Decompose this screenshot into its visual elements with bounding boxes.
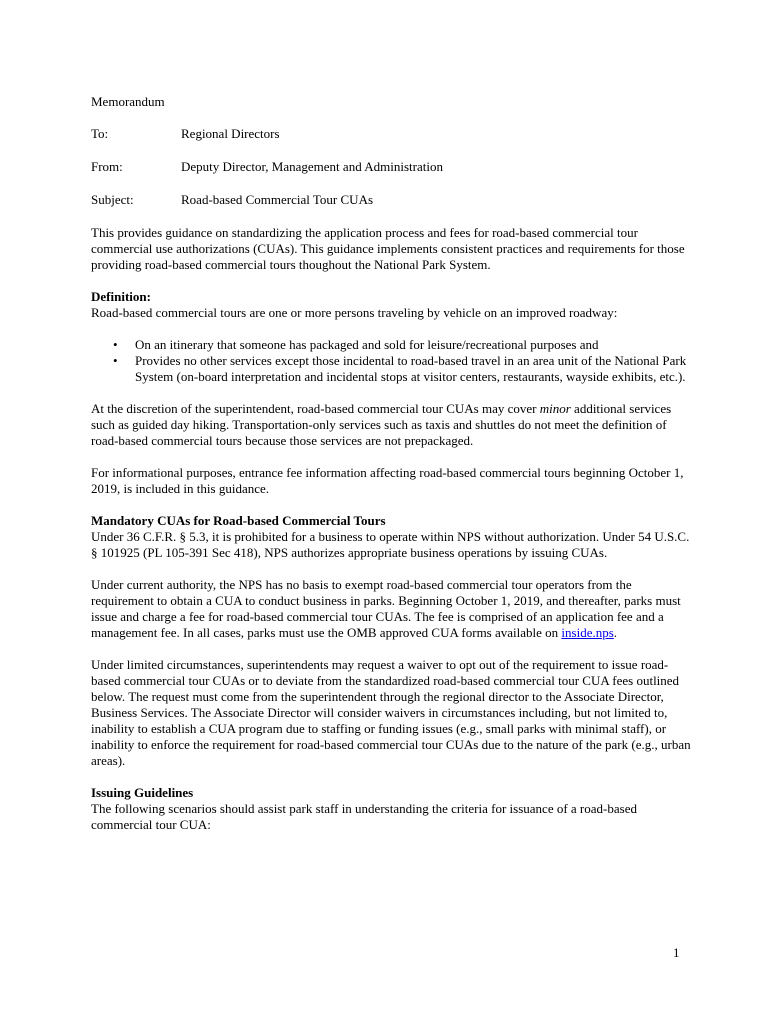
header-from-label: From:: [91, 159, 123, 174]
definition-section: [91, 289, 691, 385]
header-from-value: Deputy Director, Management and Administration: [181, 159, 443, 174]
definition-bullet-text: On an itinerary that someone has packaged and sold for leisure/recreational purposes and: [135, 337, 599, 352]
mandatory-section: [91, 513, 691, 561]
header-to-row: [91, 126, 691, 142]
header-subject-value: Road-based Commercial Tour CUAs: [181, 192, 374, 207]
current-authority-text: Under current authority, the NPS has no basis to exempt road-based commercial tour operators from the requirement to obtain a CUA to conduct business in parks. Beginning October 1, 2019, and thereafter, parks must issue and charge a fee for road-based commercial tour CUAs. The fee is comprised of an application fee and a management fee. In all cases, parks must use the OMB approved CUA forms available on: [91, 577, 681, 640]
memo-header: [91, 126, 691, 208]
inside-nps-link[interactable]: inside.nps: [561, 625, 614, 640]
waiver-paragraph: Under limited circumstances, superintendents may request a waiver to opt out of the requirement to issue road-based commercial tour CUAs or to deviate from the standardized road-based commercial tour CUA fees outlined below. The request must come from the superintendent through the regional director to the Associate Director, Business Services. The Associate Director will consider waivers in circumstances including, but not limited to, inability to establish a CUA program due to staffing or funding issues (e.g., small parks with minimal staff), or inability to enforce the requirement for road-based commercial tour CUAs due to the nature of the park (e.g., urban areas).: [91, 657, 691, 768]
definition-bullet-item: [113, 353, 691, 385]
discretion-paragraph: [91, 401, 691, 449]
issuing-section: [91, 785, 691, 833]
intro-paragraph: This provides guidance on standardizing the application process and fees for road-based commercial tour commercial use authorizations (CUAs). This guidance implements consistent practices and requirements for those providing road-based commercial tours thoughout the National Park System.: [91, 225, 685, 272]
current-authority-end: .: [613, 625, 618, 640]
informational-paragraph: For informational purposes, entrance fee information affecting road-based commercial tours beginning October 1, 2019, is included in this guidance.: [91, 465, 684, 496]
header-from-row: [91, 159, 691, 175]
definition-bullet-list: [91, 337, 691, 385]
discretion-text-before: At the discretion of the superintendent, road-based commercial tour CUAs may cover: [91, 401, 540, 416]
header-to-value: Regional Directors: [181, 126, 280, 141]
mandatory-text: Under 36 C.F.R. § 5.3, it is prohibited for a business to operate within NPS without authorization. Under 54 U.S.C. § 101925 (PL 105-391 Sec 418), NPS authorizes appropriate business operations by issuing CUAs.: [91, 529, 690, 560]
header-subject-row: [91, 192, 691, 208]
bullet-icon: •: [113, 353, 118, 368]
bullet-icon: •: [113, 337, 118, 352]
page-number: 1: [673, 945, 680, 960]
current-authority-paragraph: [91, 577, 691, 641]
definition-heading: Definition:: [91, 289, 151, 304]
header-to-label: To:: [91, 126, 109, 141]
definition-bullet-item: [113, 337, 691, 353]
header-subject-label: Subject:: [91, 192, 134, 207]
definition-bullet-text: Provides no other services except those incidental to road-based travel in an area unit of the National Park System (on-board interpretation and incidental stops at visitor centers, restaurants, wayside exhibits, etc.).: [135, 353, 687, 384]
issuing-text: The following scenarios should assist park staff in understanding the criteria for issuance of a road-based commercial tour CUA:: [91, 801, 637, 832]
memo-title: Memorandum: [91, 94, 165, 109]
issuing-heading: Issuing Guidelines: [91, 785, 194, 800]
discretion-emphasis: minor: [539, 401, 571, 416]
discretion-text-after: additional services such as guided day hiking. Transportation-only services such as taxis and shuttles do not meet the definition of road-based commercial tours because those services are not prepackaged.: [91, 401, 672, 448]
memo-page: [91, 94, 691, 833]
definition-text: Road-based commercial tours are one or more persons traveling by vehicle on an improved roadway:: [91, 305, 618, 320]
mandatory-heading: Mandatory CUAs for Road-based Commercial Tours: [91, 513, 386, 528]
